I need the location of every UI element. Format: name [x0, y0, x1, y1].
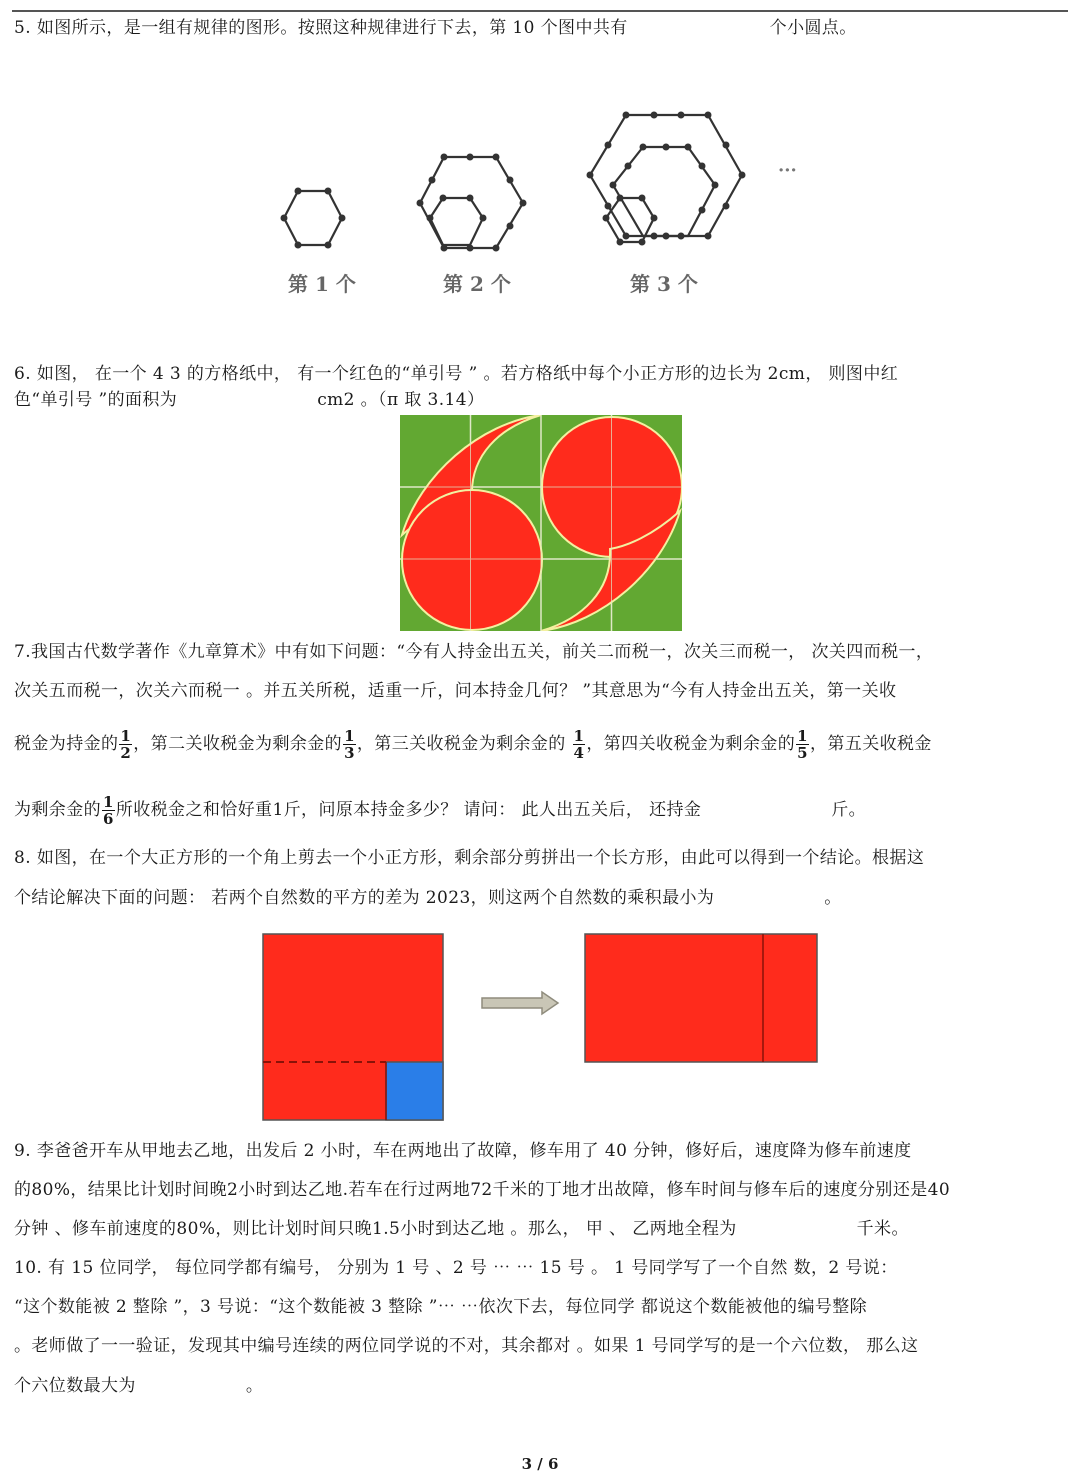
q5-text-b: 个小圆点。	[769, 18, 857, 38]
fraction-1-5: $\frac{1}{5}$	[797, 727, 809, 762]
fraction-1-2: $\frac{1}{2}$	[120, 727, 132, 762]
fraction-1-6: $\frac{1}{6}$	[103, 793, 114, 828]
q9-line-1: 9. 李爸爸开车从甲地去乙地，出发后 2 小时，车在两地出了故障，修车用了 40 分钟，修好后，速度降为修车前速度	[14, 1141, 912, 1161]
q8-line-2a: 个结论解决下面的问题： 若两个自然数的平方的差为 2023，则这两个自然数的乘积最小为	[14, 888, 715, 908]
q6-line-2a: 色“单引号 ”的面积为	[14, 390, 178, 410]
q6-grid-figure	[400, 415, 682, 631]
q8-square-figure	[260, 930, 822, 1124]
q6-line-1: 6. 如图， 在一个 4 3 的方格纸中， 有一个红色的“单引号 ” 。若方格纸中每个小正方形的边长为 2cm， 则图中红	[14, 364, 899, 384]
red-circle-left	[402, 490, 542, 630]
q9-line-3a: 分钟 、修车前速度的80%，则比计划时间只晚1.5小时到达乙地 。那么， 甲 、 乙两地全程为	[14, 1219, 737, 1239]
q5-label-3: 第 3 个	[630, 272, 698, 296]
q7-line-4c: 斤。	[831, 800, 867, 820]
q7-line-2: 次关五而税一，次关六而税一 。并五关所税，适重一斤，问本持金几何？ ”其意思为“今有人持金出五关，第一关收	[14, 681, 897, 701]
q5-text-a: 5. 如图所示，是一组有规律的图形。按照这种规律进行下去，第 10 个图中共有	[14, 18, 628, 38]
q10-line-4	[14, 1374, 263, 1398]
q7-line-3d: ，第四关收税金为剩余金的	[586, 734, 796, 754]
q8-line-2	[14, 886, 842, 910]
q8-line-2b: 。	[824, 888, 842, 908]
q8-line-1: 8. 如图，在一个大正方形的一个角上剪去一个小正方形，剩余部分剪拼出一个长方形，由此可以得到一个结论。根据这	[14, 848, 925, 868]
top-rule	[12, 10, 1068, 12]
q9-line-3b: 千米。	[856, 1219, 909, 1239]
q7-line-4	[14, 794, 866, 827]
q10-line-2: “这个数能被 2 整除 ”，3 号说：“这个数能被 3 整除 ”⋯ ⋯依次下去，每位同学 都说这个数能被他的编号整除	[14, 1297, 868, 1317]
q10-line-4a: 个六位数最大为	[14, 1376, 136, 1396]
q7-line-4a: 为剩余金的	[14, 800, 101, 820]
q7-line-3a: 税金为持金的	[14, 734, 119, 754]
hexagon-1	[284, 191, 342, 245]
fraction-1-3: $\frac{1}{3}$	[344, 727, 355, 762]
hexagon-3-outer	[590, 115, 742, 236]
q7-line-3	[14, 728, 932, 761]
q5-text	[14, 16, 857, 40]
q10-line-3: 。老师做了一一验证，发现其中编号连续的两位同学说的不对，其余都对 。如果 1 号同学写的是一个六位数， 那么这	[14, 1336, 919, 1356]
q5-label-2: 第 2 个	[443, 272, 511, 296]
q6-line-2	[14, 388, 484, 412]
q9-line-3	[14, 1217, 909, 1241]
q7-line-3c: ，第三关收税金为剩余金的	[356, 734, 572, 754]
q10-line-1: 10. 有 15 位同学， 每位同学都有编号， 分别为 1 号 、2 号 ⋯ ⋯ 15 号 。 1 号同学写了一个自然 数，2 号说：	[14, 1258, 898, 1278]
q10-line-4b: 。	[245, 1376, 264, 1396]
q7-line-1: 7.我国古代数学著作《九章算术》中有如下问题：“今有人持金出五关，前关二而税一，次关三而税一， 次关四而税一，	[14, 642, 934, 662]
q7-line-4b: 所收税金之和恰好重1斤，问原本持金多少？ 请问： 此人出五关后， 还持金	[115, 800, 702, 820]
small-blue-square	[386, 1062, 443, 1120]
right-arrow-icon	[482, 992, 558, 1014]
q5-label-1: 第 1 个	[288, 272, 356, 296]
q5-ellipsis: ···	[778, 160, 797, 181]
q6-line-2b: cm2 。（π 取 3.14）	[317, 390, 485, 410]
page-number: 3 / 6	[521, 1455, 559, 1473]
hexagon-3-middle	[613, 147, 715, 236]
hexagon-2-outer	[420, 157, 523, 248]
q9-line-2: 的80%，结果比计划时间晚2小时到达乙地.若车在行过两地72千米的丁地才出故障，修车时间与修车后的速度分别还是40	[14, 1180, 951, 1200]
fraction-1-4: $\frac{1}{4}$	[573, 727, 585, 762]
q7-line-3e: ，第五关收税金	[810, 734, 932, 754]
result-rectangle	[585, 934, 817, 1062]
q7-line-3b: ，第二关收税金为剩余金的	[133, 734, 343, 754]
